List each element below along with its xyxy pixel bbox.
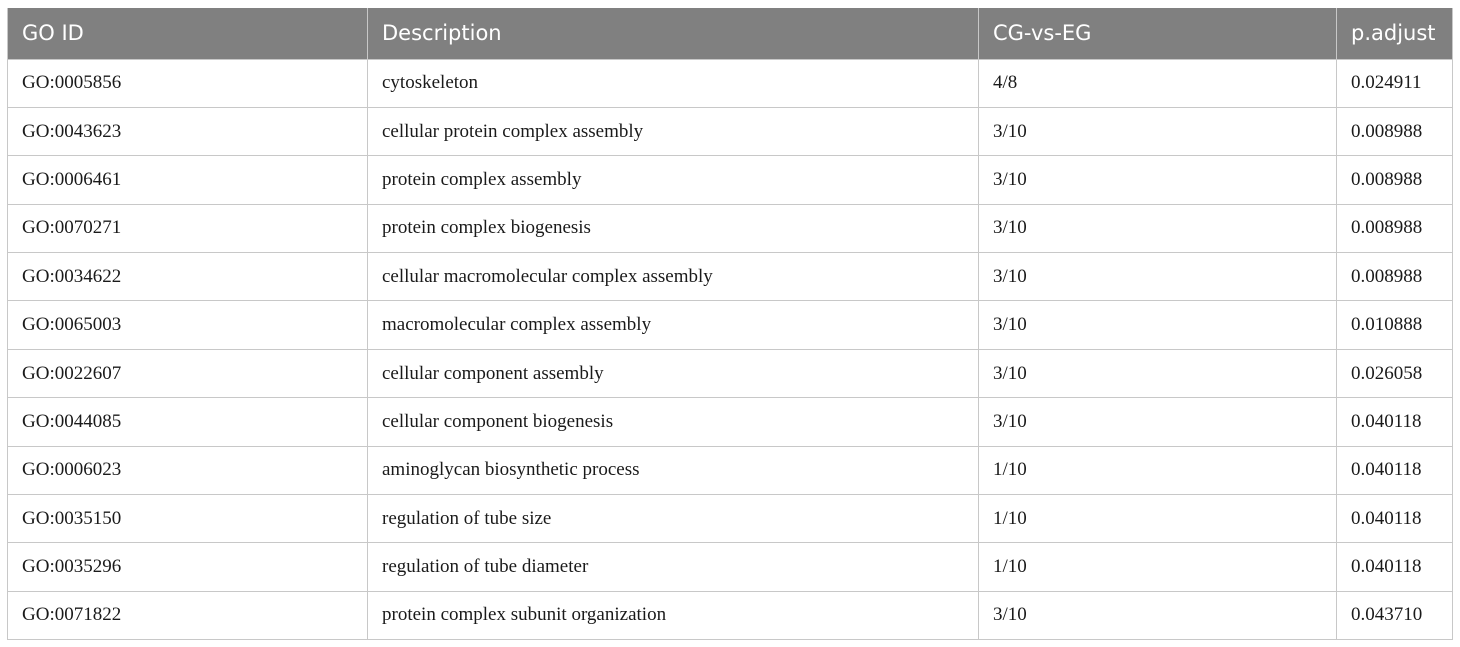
table-row: [8, 301, 1453, 349]
cell-description: cellular component biogenesis: [368, 398, 979, 446]
cell-description: cellular protein complex assembly: [368, 107, 979, 155]
header-row: [8, 8, 1453, 59]
cell-cg-vs-eg: 3/10: [979, 398, 1337, 446]
cell-description: aminoglycan biosynthetic process: [368, 446, 979, 494]
cell-cg-vs-eg: 3/10: [979, 591, 1337, 639]
table-header: [8, 8, 1453, 59]
header-description: Description: [368, 8, 979, 59]
table-row: [8, 446, 1453, 494]
table-row: [8, 349, 1453, 397]
table-row: [8, 398, 1453, 446]
cell-go-id: GO:0071822: [8, 591, 368, 639]
table-row: [8, 204, 1453, 252]
go-enrichment-table-container: [7, 8, 1452, 640]
table-row: [8, 107, 1453, 155]
cell-cg-vs-eg: 3/10: [979, 253, 1337, 301]
table-row: [8, 59, 1453, 107]
cell-cg-vs-eg: 3/10: [979, 156, 1337, 204]
cell-go-id: GO:0005856: [8, 59, 368, 107]
cell-description: protein complex assembly: [368, 156, 979, 204]
table-body: [8, 59, 1453, 640]
cell-p-adjust: 0.008988: [1337, 253, 1453, 301]
cell-go-id: GO:0065003: [8, 301, 368, 349]
table-row: [8, 591, 1453, 639]
cell-cg-vs-eg: 1/10: [979, 495, 1337, 543]
cell-description: protein complex biogenesis: [368, 204, 979, 252]
cell-cg-vs-eg: 3/10: [979, 349, 1337, 397]
cell-description: cellular macromolecular complex assembly: [368, 253, 979, 301]
cell-go-id: GO:0044085: [8, 398, 368, 446]
cell-go-id: GO:0022607: [8, 349, 368, 397]
table-row: [8, 495, 1453, 543]
cell-p-adjust: 0.008988: [1337, 204, 1453, 252]
cell-go-id: GO:0070271: [8, 204, 368, 252]
cell-p-adjust: 0.008988: [1337, 156, 1453, 204]
cell-cg-vs-eg: 3/10: [979, 107, 1337, 155]
cell-description: regulation of tube size: [368, 495, 979, 543]
cell-description: protein complex subunit organization: [368, 591, 979, 639]
table-row: [8, 253, 1453, 301]
cell-cg-vs-eg: 1/10: [979, 446, 1337, 494]
go-enrichment-table: [7, 8, 1453, 640]
cell-p-adjust: 0.043710: [1337, 591, 1453, 639]
cell-p-adjust: 0.010888: [1337, 301, 1453, 349]
cell-p-adjust: 0.040118: [1337, 543, 1453, 591]
cell-cg-vs-eg: 4/8: [979, 59, 1337, 107]
header-go-id: GO ID: [8, 8, 368, 59]
cell-p-adjust: 0.008988: [1337, 107, 1453, 155]
cell-cg-vs-eg: 3/10: [979, 301, 1337, 349]
cell-p-adjust: 0.040118: [1337, 398, 1453, 446]
cell-go-id: GO:0043623: [8, 107, 368, 155]
cell-go-id: GO:0006461: [8, 156, 368, 204]
table-row: [8, 543, 1453, 591]
cell-description: cellular component assembly: [368, 349, 979, 397]
header-p-adjust: p.adjust: [1337, 8, 1453, 59]
cell-p-adjust: 0.026058: [1337, 349, 1453, 397]
cell-go-id: GO:0034622: [8, 253, 368, 301]
cell-cg-vs-eg: 3/10: [979, 204, 1337, 252]
cell-go-id: GO:0006023: [8, 446, 368, 494]
cell-description: regulation of tube diameter: [368, 543, 979, 591]
cell-cg-vs-eg: 1/10: [979, 543, 1337, 591]
cell-go-id: GO:0035150: [8, 495, 368, 543]
cell-description: cytoskeleton: [368, 59, 979, 107]
cell-p-adjust: 0.024911: [1337, 59, 1453, 107]
table-row: [8, 156, 1453, 204]
cell-p-adjust: 0.040118: [1337, 446, 1453, 494]
cell-go-id: GO:0035296: [8, 543, 368, 591]
cell-p-adjust: 0.040118: [1337, 495, 1453, 543]
cell-description: macromolecular complex assembly: [368, 301, 979, 349]
header-cg-vs-eg: CG-vs-EG: [979, 8, 1337, 59]
